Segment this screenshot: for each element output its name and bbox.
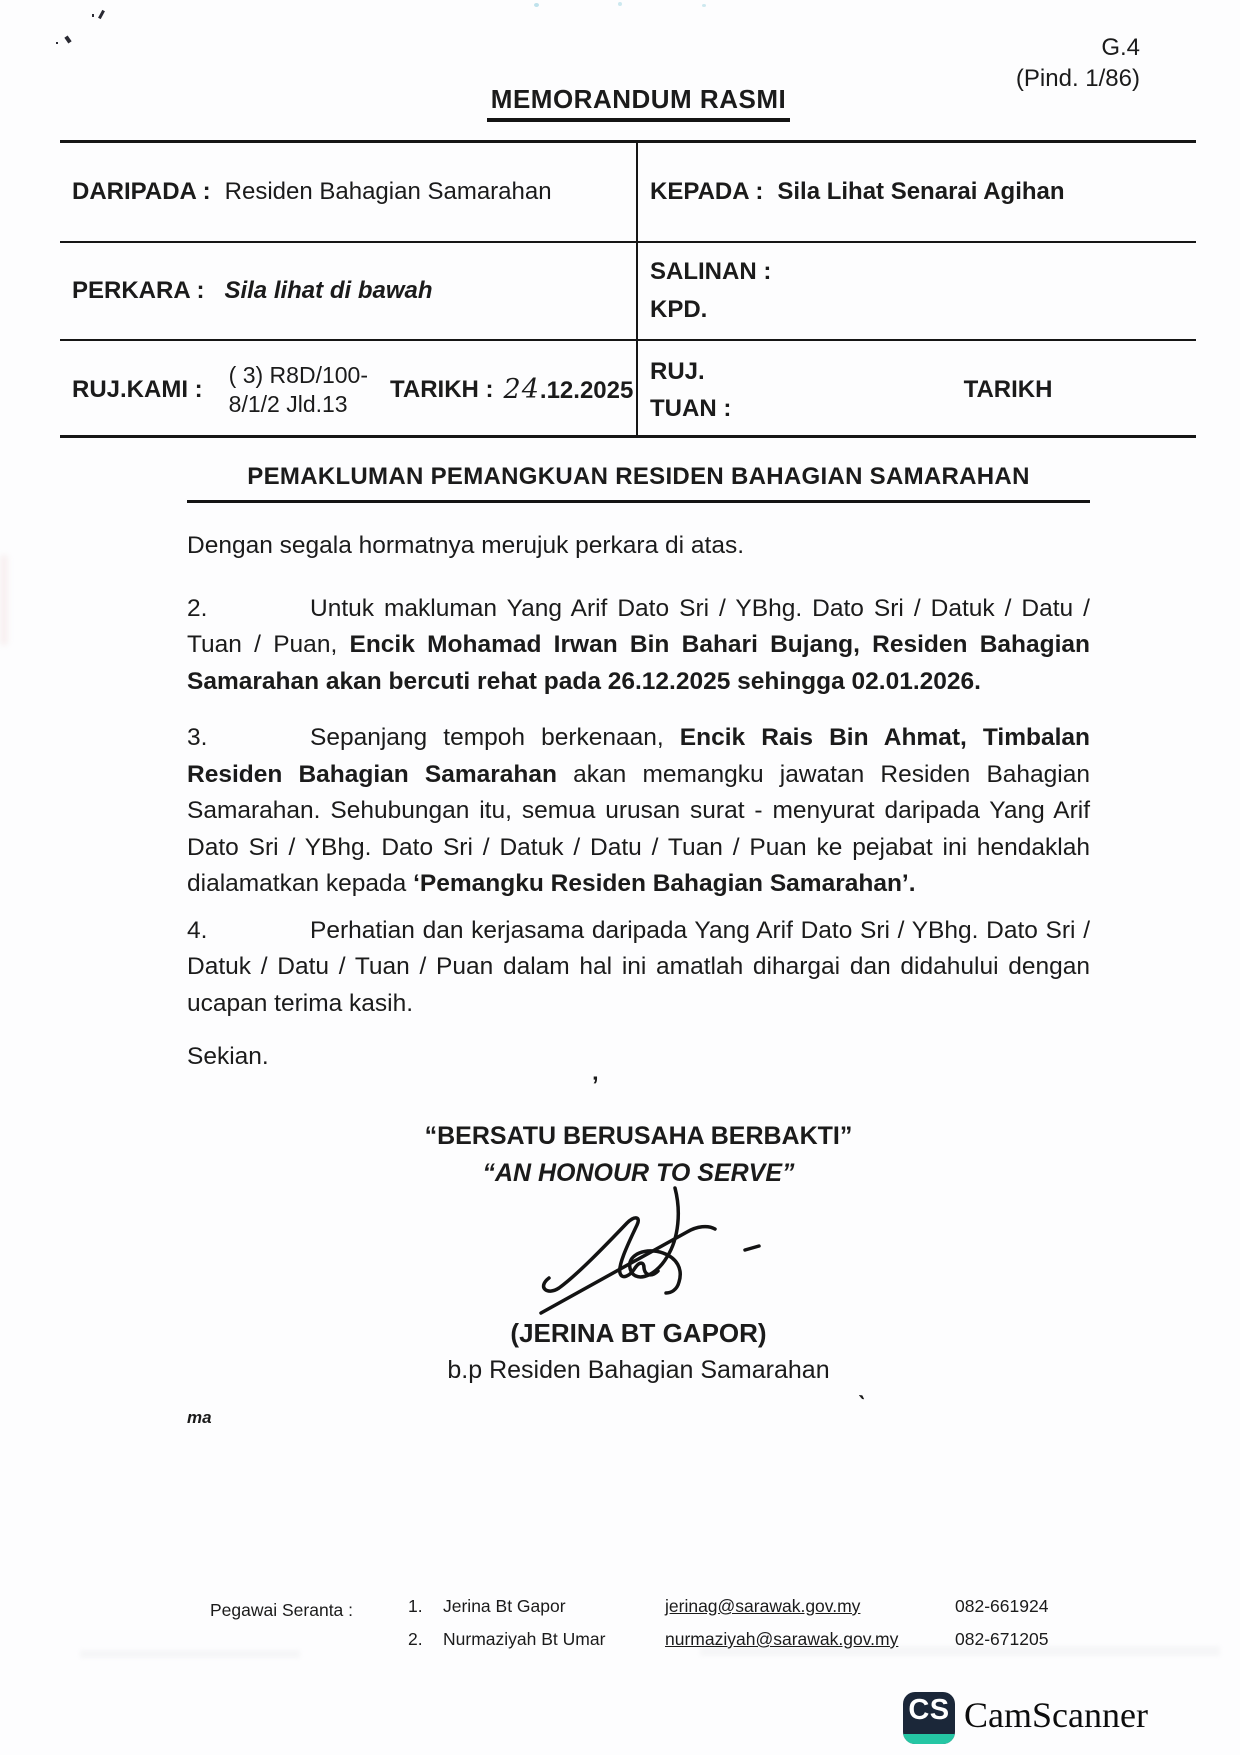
paragraph-text-run: Sepanjang tempoh berkenaan, bbox=[310, 724, 680, 751]
typist-initials: ma bbox=[187, 1408, 212, 1427]
ruj-kami-value-line2: 8/1/2 Jld.13 bbox=[228, 390, 348, 417]
paragraph-number: 3. bbox=[187, 724, 208, 751]
motto-line2: “AN HONOUR TO SERVE” bbox=[482, 1159, 795, 1187]
cell-daripada bbox=[60, 143, 638, 243]
signatory-name: (JERINA BT GAPOR) bbox=[510, 1318, 767, 1348]
scan-pen-mark bbox=[92, 14, 94, 17]
perkara-label: PERKARA : bbox=[72, 277, 205, 304]
subject-heading: PEMAKLUMAN PEMANGKUAN RESIDEN BAHAGIAN SAMARAHAN bbox=[187, 463, 1090, 503]
paragraph-text-run: Encik Rais Bin Ahmat, Timbalan Residen Bahagian Samarahan bbox=[187, 724, 1090, 788]
paragraph-number: 4. bbox=[187, 916, 208, 944]
scan-edge-smudge bbox=[0, 555, 8, 645]
kepada-label: KEPADA : bbox=[650, 178, 764, 205]
officer-row bbox=[0, 1629, 1240, 1662]
motto-line1: “BERSATU BERUSAHA BERBAKTI” bbox=[424, 1122, 853, 1150]
cell-ruj-tuan bbox=[638, 341, 1196, 438]
scan-speck bbox=[534, 3, 539, 7]
ruj-kami-value bbox=[229, 361, 368, 419]
paragraph-text-run: ‘Pemangku Residen Bahagian Samarahan’. bbox=[413, 870, 916, 897]
perkara-value: Sila lihat di bawah bbox=[224, 277, 433, 304]
handwritten-signature bbox=[505, 1178, 775, 1328]
tarikh-label: TARIKH : bbox=[390, 375, 494, 403]
cell-salinan bbox=[638, 243, 1196, 341]
camscanner-logo-accent bbox=[903, 1734, 955, 1744]
camscanner-cs-text: CS bbox=[908, 1694, 950, 1726]
cell-perkara bbox=[60, 243, 638, 341]
stray-pen-tick: ˋ bbox=[854, 1389, 867, 1421]
officer-phone: 082-671205 bbox=[955, 1629, 1049, 1649]
signature-flourish-mark: ’ bbox=[592, 1072, 599, 1099]
closing-line: Sekian. bbox=[187, 1043, 269, 1070]
body-paragraph bbox=[187, 591, 1090, 701]
signatory-behalf: b.p Residen Bahagian Samarahan bbox=[447, 1356, 830, 1384]
memo-header-table bbox=[60, 140, 1196, 438]
cell-ruj-kami bbox=[60, 341, 638, 438]
ruj-tuan-label-line1: RUJ. bbox=[650, 357, 705, 385]
ruj-kami-value-line1: ( 3) R8D/100- bbox=[228, 361, 368, 388]
camscanner-logo-icon bbox=[903, 1692, 955, 1744]
kepada-value: Sila Lihat Senarai Agihan bbox=[777, 178, 1065, 205]
scan-pen-mark bbox=[64, 35, 71, 43]
cell-kepada bbox=[638, 143, 1196, 243]
body-paragraphs bbox=[187, 591, 1090, 1023]
tarikh-value bbox=[504, 374, 634, 405]
scan-pen-mark bbox=[98, 10, 105, 19]
camscanner-brand-text: CamScanner bbox=[964, 1695, 1148, 1735]
officer-phone: 082-661924 bbox=[955, 1596, 1049, 1616]
document-title-wrap bbox=[187, 84, 1090, 122]
salinan-label: SALINAN : bbox=[650, 258, 772, 285]
footer-label: Pegawai Seranta : bbox=[210, 1600, 354, 1620]
document-title: MEMORANDUM RASMI bbox=[487, 84, 790, 122]
officer-row bbox=[0, 1596, 1240, 1629]
paragraph-number: 2. bbox=[187, 594, 208, 622]
paragraph-text-run: Perhatian dan kerjasama daripada Yang Arif Dato Sri / YBhg. Dato Sri / Datuk / Datu / Tuan / Puan dalam hal ini amatlah dihargai dan didahului dengan ucapan terima kasih. bbox=[187, 916, 1090, 1017]
salinan-value: KPD. bbox=[650, 296, 708, 323]
ruj-tuan-label-line2: TUAN : bbox=[650, 394, 732, 422]
officer-name: Jerina Bt Gapor bbox=[443, 1596, 566, 1616]
opening-line: Dengan segala hormatnya merujuk perkara di atas. bbox=[187, 532, 745, 559]
paragraph-text-run: Encik Mohamad Irwan Bin Bahari Bujang, Residen Bahagian Samarahan akan bercuti rehat pada 26.12.2025 sehingga 02.01.2026. bbox=[187, 631, 1091, 695]
scan-speck bbox=[702, 4, 706, 7]
daripada-label: DARIPADA : bbox=[72, 178, 211, 205]
paragraph-text-run: Untuk makluman Yang Arif Dato Sri / YBhg. Dato Sri / Datuk / Datu / Tuan / Puan, bbox=[187, 594, 1090, 658]
scan-speck bbox=[618, 2, 622, 6]
ruj-kami-label: RUJ.KAMI : bbox=[72, 375, 203, 403]
paragraph-text-run: akan memangku jawatan Residen Bahagian Samarahan. Sehubungan itu, semua urusan surat - menyurat daripada Yang Arif Dato Sri / YBhg. Dato Sri / Datuk / Datu / Tuan / Puan ke pejabat ini hendaklah dialamatkan kepada bbox=[187, 760, 1090, 897]
tarikh-right-label: TARIKH bbox=[963, 375, 1053, 403]
form-revision: (Pind. 1/86) bbox=[1015, 65, 1140, 92]
officer-email: nurmaziyah@sarawak.gov.my bbox=[665, 1629, 899, 1649]
officer-email: jerinag@sarawak.gov.my bbox=[665, 1596, 861, 1616]
daripada-value: Residen Bahagian Samarahan bbox=[224, 178, 552, 205]
form-code: G.4 bbox=[1101, 34, 1140, 61]
body-paragraph bbox=[187, 913, 1090, 1023]
scan-pen-mark bbox=[56, 42, 58, 44]
officer-number: 1. bbox=[408, 1596, 423, 1616]
body-paragraph bbox=[187, 720, 1090, 903]
tarikh-rest: .12.2025 bbox=[539, 377, 634, 404]
tarikh-day-handwritten: 24 bbox=[503, 374, 540, 405]
memo-body bbox=[187, 528, 1090, 1076]
officer-number: 2. bbox=[408, 1629, 423, 1649]
officer-name: Nurmaziyah Bt Umar bbox=[443, 1629, 606, 1649]
officer-rows bbox=[0, 1596, 1240, 1662]
